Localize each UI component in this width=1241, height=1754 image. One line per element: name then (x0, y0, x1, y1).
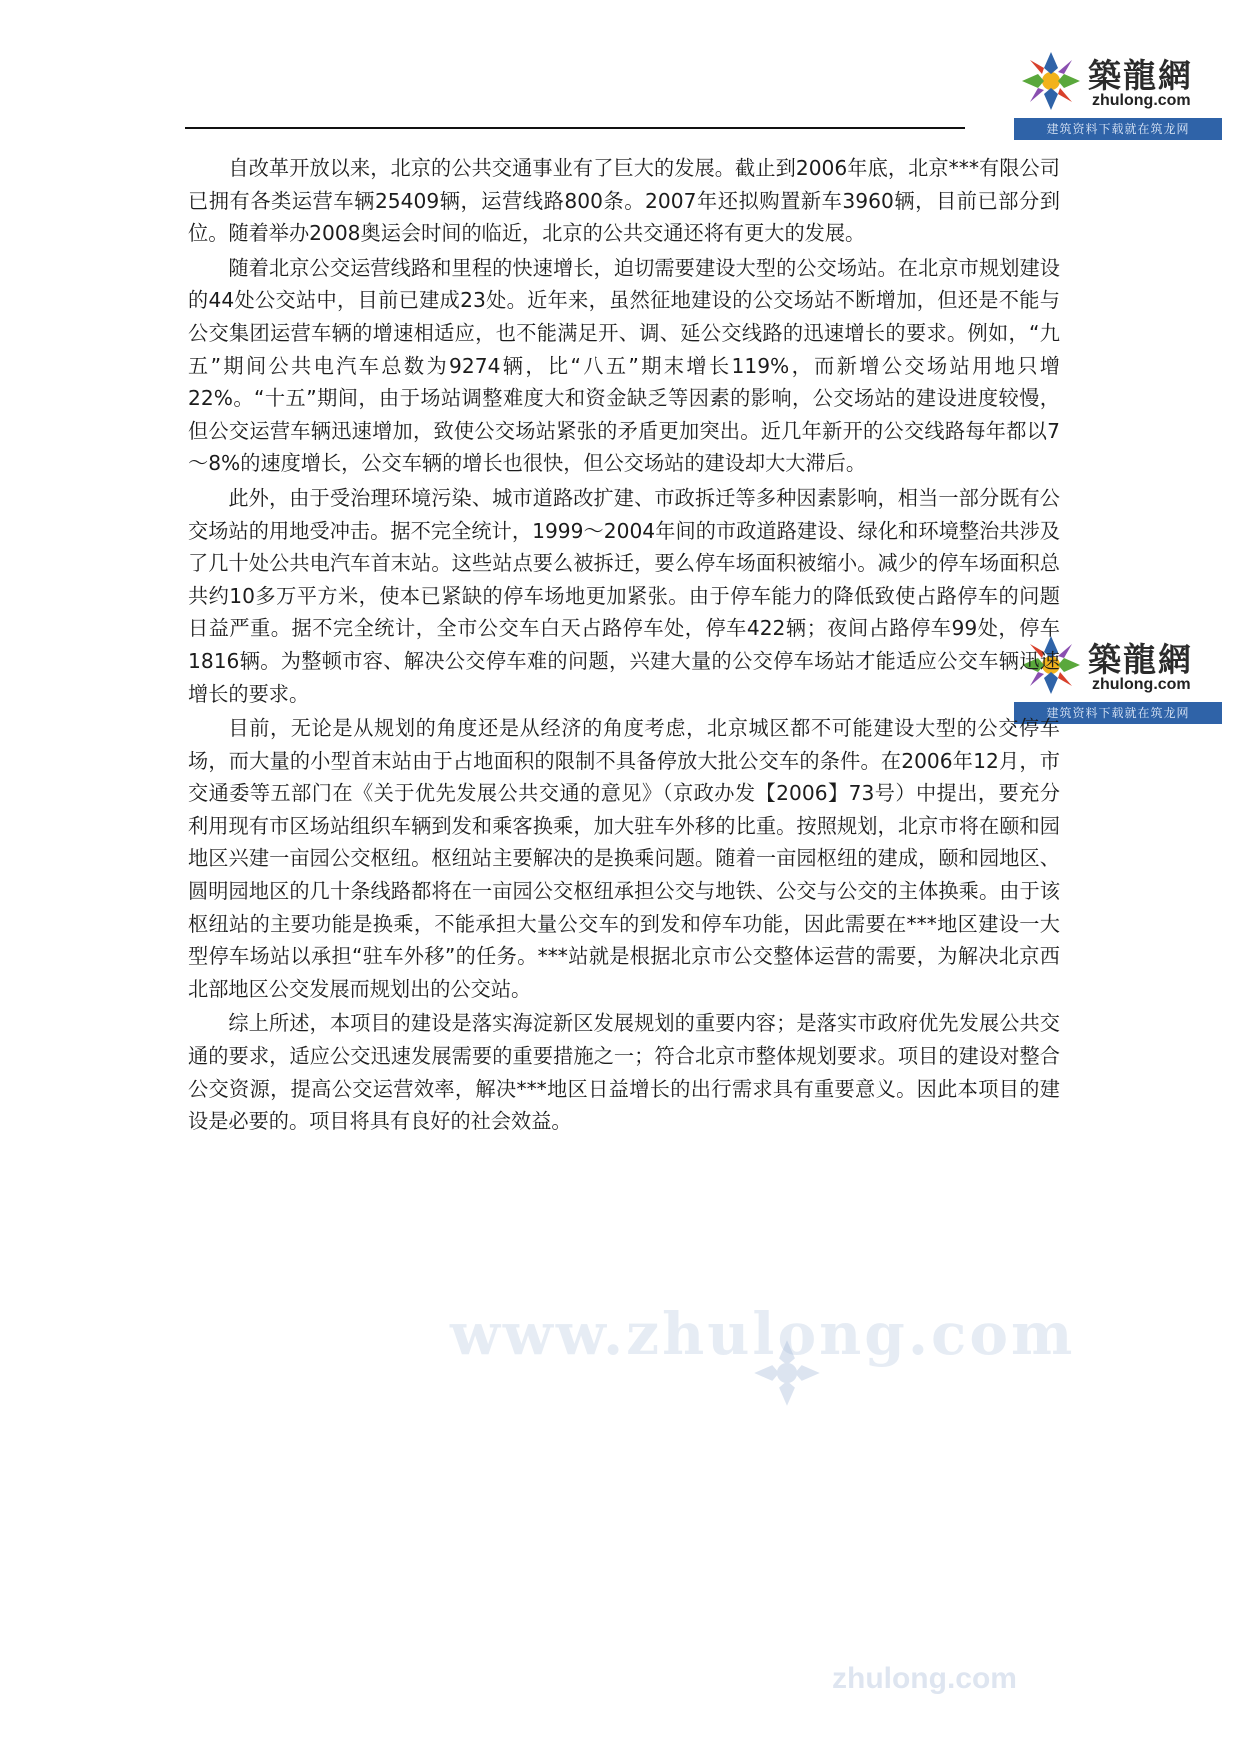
watermark-text: www.zhulong.com (450, 1300, 1076, 1368)
watermark-snowflake-icon (752, 1338, 822, 1408)
zhulong-logo-top (1012, 44, 1224, 142)
logo-tagline: 建筑资料下载就在筑龙网 (1014, 118, 1222, 140)
paragraph-4: 目前，无论是从规划的角度还是从经济的角度考虑，北京城区都不可能建设大型的公交停车场，而大量的小型首末站由于占地面积的限制不具备停放大批公交车的条件。在2006年12月，市交通委等五部门在《关于优先发展公共交通的意见》（京政办发【2006】73号）中提出，要充分利用现有市区场站组织车辆到发和乘客换乘，加大驻车外移的比重。按照规划，北京市将在颐和园地区兴建一亩园公交枢纽。枢纽站主要解决的是换乘问题。随着一亩园枢纽的建成，颐和园地区、圆明园地区的几十条线路都将在一亩园公交枢纽承担公交与地铁、公交与公交的主体换乘。由于该枢纽站的主要功能是换乘，不能承担大量公交车的到发和停车功能，因此需要在***地区建设一大型停车场站以承担“驻车外移”的任务。***站就是根据北京市公交整体运营的需要，为解决北京西北部地区公交发展而规划出的公交站。 (188, 716, 1060, 1001)
document-body (188, 152, 1060, 1140)
paragraph-5: 综上所述，本项目的建设是落实海淀新区发展规划的重要内容；是落实市政府优先发展公共交通的要求，适应公交迅速发展需要的重要措施之一；符合北京市整体规划要求。项目的建设对整合公交资源，提高公交运营效率，解决***地区日益增长的出行需求具有重要意义。因此本项目的建设是必要的。项目将具有良好的社会效益。 (188, 1011, 1060, 1134)
paragraph-3: 此外，由于受治理环境污染、城市道路改扩建、市政拆迁等多种因素影响，相当一部分既有公交场站的用地受冲击。据不完全统计，1999～2004年间的市政道路建设、绿化和环境整治共涉及了几十处公共电汽车首末站。这些站点要么被拆迁，要么停车场面积被缩小。减少的停车场面积总共约10多万平方米，使本已紧缺的停车场地更加紧张。由于停车能力的降低致使占路停车的问题日益严重。据不完全统计，全市公交车白天占路停车处，停车422辆；夜间占路停车99处，停车1816辆。为整顿市容、解决公交停车难的问题，兴建大量的公交停车场站才能适应公交车辆迅速增长的要求。 (188, 485, 1060, 706)
logo-name-en: zhulong.com (1092, 676, 1191, 693)
logo-name-en: zhulong.com (1092, 92, 1191, 109)
logo-tagline: 建筑资料下载就在筑龙网 (1014, 702, 1222, 724)
logo-name-cn: 築龍網 (1088, 640, 1193, 679)
paragraph-1: 自改革开放以来，北京的公共交通事业有了巨大的发展。截止到2006年底，北京***有限公司已拥有各类运营车辆25409辆，运营线路800条。2007年还拟购置新车3960辆，目前已部分到位。随着举办2008奥运会时间的临近，北京的公共交通还将有更大的发展。 (188, 156, 1060, 246)
header-rule (185, 127, 965, 129)
logo-name-cn: 築龍網 (1088, 56, 1193, 95)
snowflake-logo-icon (1020, 50, 1082, 112)
paragraph-2: 随着北京公交运营线路和里程的快速增长，迫切需要建设大型的公交场站。在北京市规划建设的44处公交站中，目前已建成23处。近年来，虽然征地建设的公交场站不断增加，但还是不能与公交集团运营车辆的增速相适应，也不能满足开、调、延公交线路的迅速增长的要求。例如，“九五”期间公共电汽车总数为9274辆，比“八五”期末增长119%，而新增公交场站用地只增22%。“十五”期间，由于场站调整难度大和资金缺乏等因素的影响，公交场站的建设进度较慢，但公交运营车辆迅速增加，致使公交场站紧张的矛盾更加突出。近几年新开的公交线路每年都以7～8%的速度增长，公交车辆的增长也很快，但公交场站的建设却大大滞后。 (188, 255, 1060, 476)
footer-watermark: zhulong.com (832, 1662, 1017, 1695)
